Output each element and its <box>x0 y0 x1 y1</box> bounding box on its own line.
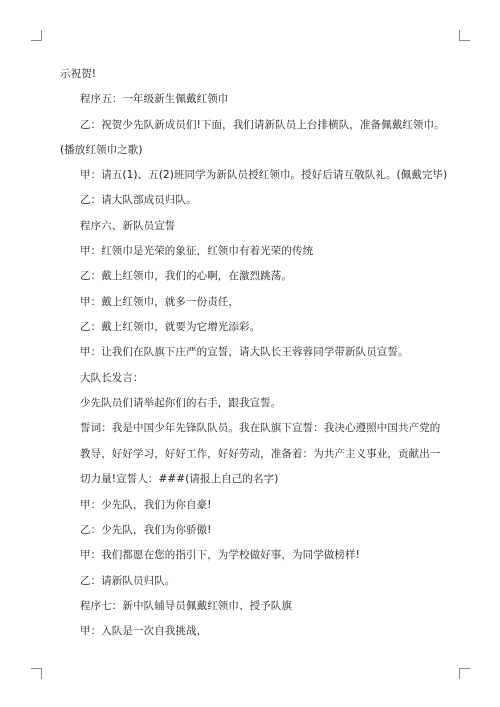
paragraph: 甲：少先队，我们为你自豪! <box>80 498 212 511</box>
crop-mark-bottom-left <box>31 668 42 679</box>
paragraph: 乙：请新队员归队。 <box>80 574 176 587</box>
paragraph: (播放红领巾之歌) <box>60 143 143 156</box>
paragraph: 甲：入队是一次自我挑战， <box>80 625 208 638</box>
crop-mark-bottom-right <box>459 668 470 679</box>
crop-mark-top-right <box>459 30 470 41</box>
paragraph: 示祝贺! <box>60 68 97 80</box>
paragraph: 乙：戴上红领巾，就要为它增光添彩。 <box>80 320 261 333</box>
section-heading: 程序五：一年级新生佩戴红领巾 <box>80 93 229 106</box>
paragraph: 乙：请大队部成员归队。 <box>80 194 197 207</box>
paragraph: 甲：让我们在队旗下庄严的宣誓，请大队长王蓉蓉同学带新队员宣誓。 <box>80 346 409 359</box>
oath-paragraph: 誓词：我是中国少年先锋队队员。我在队旗下宣誓：我决心遵照中国共产党的教导，好好学习，好好工作，好好劳动，准备着：为共产主义事业，贡献出一切力量!宣誓人：###(请报上自己的名字) <box>80 422 441 486</box>
document-body <box>60 62 448 644</box>
paragraph: 少先队员们请举起你们的右手，跟我宣誓。 <box>80 396 282 409</box>
paragraph: 乙：祝贺少先队新成员们!下面，我们请新队员上台排横队，准备佩戴红领巾。 <box>80 118 445 131</box>
crop-mark-top-left <box>31 30 42 41</box>
paragraph: 甲：请五(1)、五(2)班同学为新队员授红领巾。授好后请互敬队礼。(佩戴完毕) <box>80 169 448 182</box>
paragraph: 大队长发言： <box>80 371 144 384</box>
paragraph: 乙：少先队，我们为你骄傲! <box>80 523 212 536</box>
paragraph: 甲：戴上红领巾，就多一份责任， <box>80 295 239 308</box>
paragraph: 甲：我们都愿在您的指引下，为学校做好事，为同学做榜样! <box>80 549 360 562</box>
section-heading: 程序六、新队员宣誓 <box>80 219 176 232</box>
section-heading: 程序七：新中队辅导员佩戴红领巾、授予队旗 <box>80 599 292 612</box>
paragraph: 乙：戴上红领巾，我们的心啊，在激烈跳荡。 <box>80 270 292 283</box>
paragraph: 甲：红领巾是光荣的象征，红领巾有着光荣的传统 <box>80 245 314 258</box>
